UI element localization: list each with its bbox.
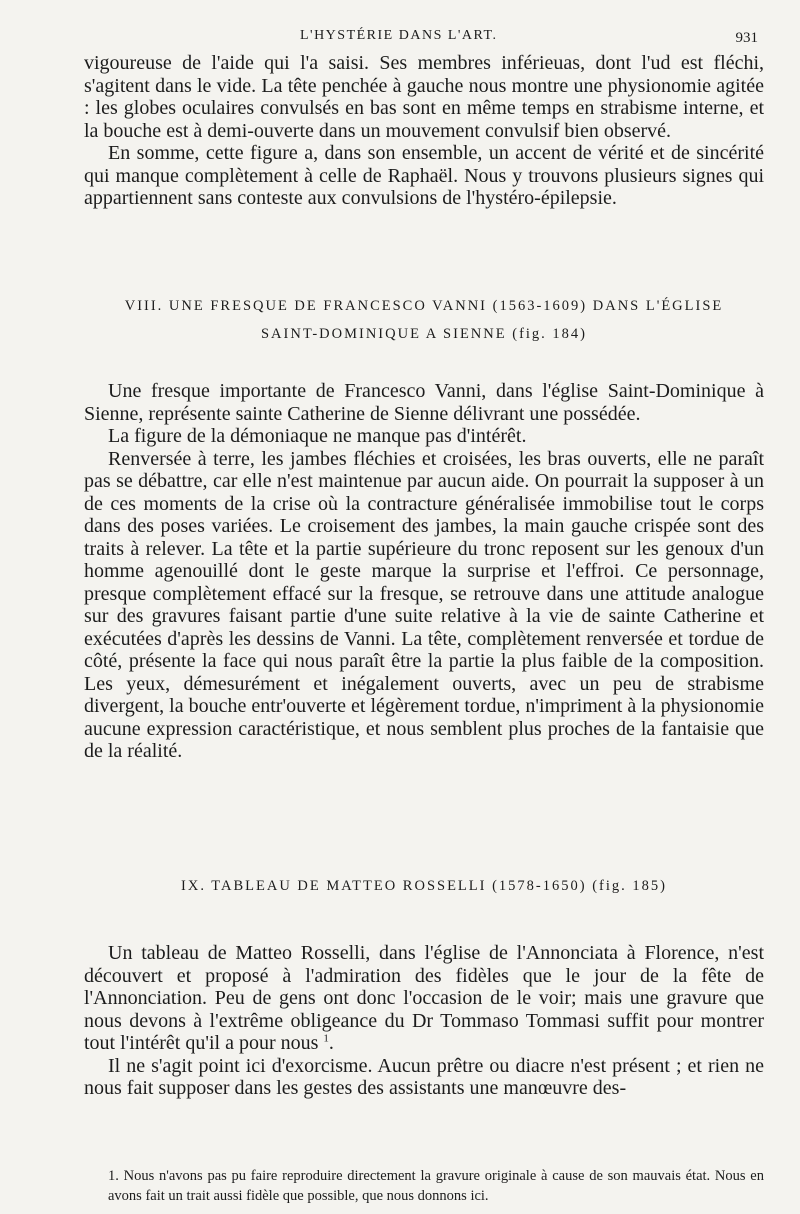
paragraph-end: . xyxy=(328,1032,334,1054)
paragraph: Renversée à terre, les jambes fléchies et croisées, les bras ouverts, elle ne paraît pas se débattre, car elle n'est maintenue par aucun aide. On pourrait la supposer à un de ces moments de la crise où la contracture généralisée immobilise tout le corps dans des poses variées. Le croisement des jambes, la main gauche crispée sont des traits à relever. La tête et la partie supérieure du tronc reposent sur les genoux d'un homme agenouillé dont le geste marque la surprise et l'effroi. Ce personnage, presque complètement effacé sur la fresque, se retrouve dans une attitude analogue sur des gravures faisant partie d'une suite relative à la vie de sainte Catherine et exécutées d'après les dessins de Vanni. La tête, complètement renversée et tordue de côté, présente la face qui nous paraît être la partie la plus faible de la composition. Les yeux, démesurément et inégalement ouverts, avec un peu de strabisme divergent, la bouche entr'ouverte et légèrement tordue, n'impriment à la physionomie aucune expression caractéristique, et nous semblent plus proches de la fantaisie que de la réalité. xyxy=(84,447,764,762)
paragraph-conclusion: En somme, cette figure a, dans son ensemble, un accent de vérité et de sincérité qui manque complètement à celle de Raphaël. Nous y trouvons plusieurs signes qui appartiennent sans conteste aux convulsions de l'hystéro-épilepsie. xyxy=(84,142,764,209)
paragraph: La figure de la démoniaque ne manque pas d'intérêt. xyxy=(108,425,527,447)
section-heading-ix-line1: IX. TABLEAU DE MATTEO ROSSELLI (1578-1650) (fig. 185) xyxy=(181,878,667,894)
paragraph: Une fresque importante de Francesco Vanni, dans l'église Saint-Dominique à Sienne, représente sainte Catherine de Sienne délivrant une possédée. xyxy=(84,380,764,425)
paragraph: Il ne s'agit point ici d'exorcisme. Aucun prêtre ou diacre n'est présent ; et rien ne nous fait supposer dans les gestes des assistants une manœuvre des- xyxy=(84,1054,764,1099)
section-heading-viii xyxy=(84,292,764,348)
section-heading-ix xyxy=(84,872,764,900)
paragraph xyxy=(84,942,764,1055)
paragraph-continuation: vigoureuse de l'aide qui l'a saisi. Ses membres inférieuas, dont l'ud est fléchi, s'agitent dans le vide. La tête penchée à gauche nous montre une physionomie agitée : les globes oculaires convulsés en bas sont en même temps en strabisme interne, et la bouche est à demi-ouverte dans un mouvement convulsif bien observé. xyxy=(84,52,764,142)
running-title: L'HYSTÉRIE DANS L'ART. xyxy=(300,28,498,43)
paragraph-text: Un tableau de Matteo Rosselli, dans l'église de l'Annonciata à Florence, n'est découvert et proposé à l'admiration des fidèles que le jour de la fête de l'Annonciation. Peu de gens ont donc l'occasion de le voir; mais une gravure que nous devons à l'extrême obligeance du Dr Tommaso Tommasi suffit pour montrer tout l'intérêt qu'il a pour nous xyxy=(84,942,764,1054)
section-ix-body xyxy=(84,942,764,1100)
section-heading-viii-line1: VIII. UNE FRESQUE DE FRANCESCO VANNI (1563-1609) DANS L'ÉGLISE xyxy=(124,298,724,314)
section-viii-body xyxy=(84,380,764,763)
section-heading-viii-line2: SAINT-DOMINIQUE A SIENNE (fig. 184) xyxy=(260,326,587,342)
footnote-ref: 1 xyxy=(323,1032,329,1045)
running-header xyxy=(0,28,800,52)
top-text-block xyxy=(84,52,764,210)
footnote xyxy=(84,1166,764,1206)
page-number: 931 xyxy=(735,30,758,46)
footnote-text: 1. Nous n'avons pas pu faire reproduire directement la gravure originale à cause de son mauvais état. Nous en avons fait un trait aussi fidèle que possible, que nous donnons ici. xyxy=(108,1168,764,1204)
